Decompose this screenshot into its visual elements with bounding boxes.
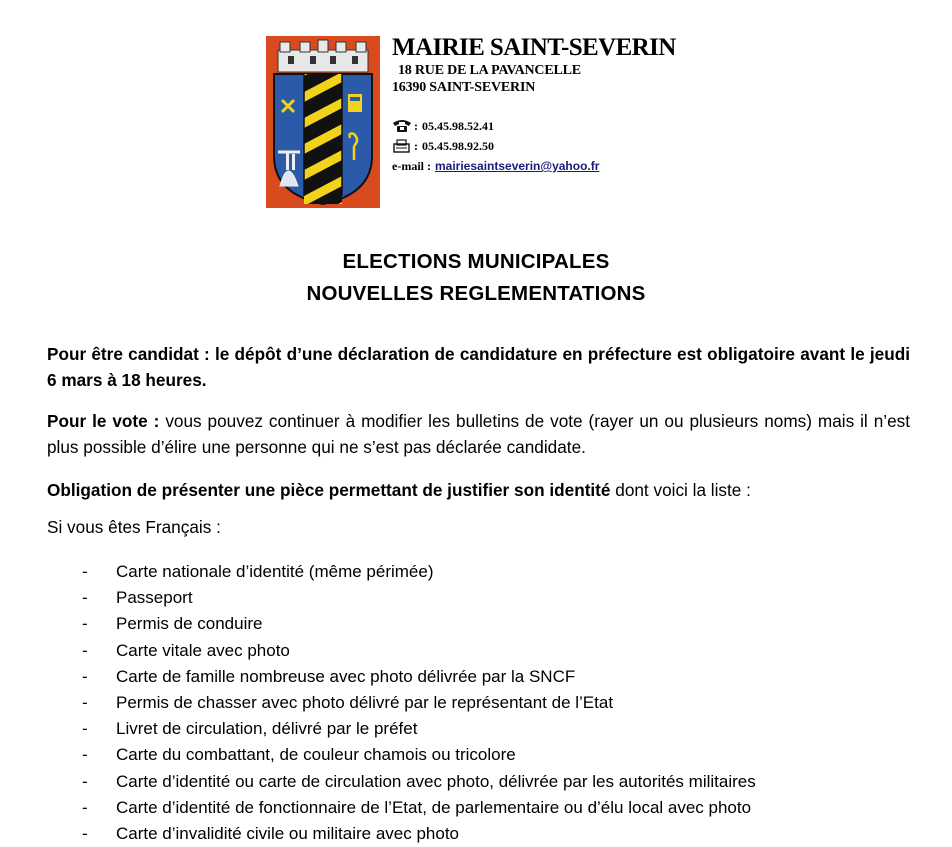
list-bullet-dash: - [82,666,88,686]
list-item-text: Permis de conduire [116,614,263,634]
phone-row [392,116,692,136]
list-item-text: Carte d’identité de fonctionnaire de l’Etat, de parlementaire ou d’élu local avec photo [116,797,752,817]
list-item [80,611,940,637]
list-item-text: Passeport [116,588,193,608]
list-item [80,795,940,821]
list-item-text: Carte d’invalidité civile ou militaire avec photo [116,824,459,844]
list-item [80,585,940,611]
list-item [80,821,940,847]
list-item-text: Carte d’identité ou carte de circulation avec photo, délivrée par les autorités militaires [116,771,756,791]
list-bullet-dash: - [82,797,88,817]
paragraph-francais: Si vous êtes Français : [47,517,221,537]
title-reglementations: NOUVELLES REGLEMENTATIONS [306,282,646,305]
phone-label: : [414,119,418,133]
list-bullet-dash: - [82,771,88,791]
fax-icon [392,139,412,153]
list-bullet-dash: - [82,719,88,739]
list-item [80,638,940,664]
fax-row [392,136,692,156]
list-item [80,690,940,716]
paragraph-vote [47,409,910,460]
address-street: 18 RUE DE LA PAVANCELLE [398,63,581,78]
candidat-text: le dépôt d’une déclaration de candidature en préfecture est obligatoire avant le jeudi 6 mars à 18 heures. [47,344,910,390]
list-item [80,559,940,585]
list-bullet-dash: - [82,640,88,660]
phone-number: 05.45.98.52.41 [422,119,494,133]
list-bullet-dash: - [82,693,88,713]
coat-of-arms-icon [266,36,380,208]
list-item-text: Carte du combattant, de couleur chamois ou tricolore [116,745,516,765]
list-item-text: Permis de chasser avec photo délivré par le représentant de l’Etat [116,693,614,713]
list-item [80,742,940,768]
list-bullet-dash: - [82,824,88,844]
title-elections: ELECTIONS MUNICIPALES [342,250,610,273]
address-city: 16390 SAINT-SEVERIN [392,80,536,95]
mairie-letterhead [392,34,692,176]
list-item-text: Livret de circulation, délivré par le préfet [116,719,418,739]
contact-block [392,116,692,176]
list-bullet-dash: - [82,745,88,765]
coat-of-arms-logo [266,36,380,208]
list-bullet-dash: - [82,588,88,608]
list-item-text: Carte vitale avec photo [116,640,290,660]
identity-text: dont voici la liste : [610,480,751,500]
paragraph-candidat [47,342,910,393]
mairie-name: MAIRIE SAINT-SEVERIN [392,34,676,61]
vote-lead: Pour le vote : [47,411,160,431]
list-item [80,664,940,690]
email-label: e-mail : [392,159,431,173]
list-bullet-dash: - [82,562,88,581]
list-item-text: Carte nationale d’identité (même périmée) [116,562,434,581]
list-item [80,716,940,742]
email-row [392,156,692,176]
candidat-lead: Pour être candidat : [47,344,210,364]
paragraph-identite [47,478,910,504]
fax-label: : [414,139,418,153]
identity-lead: Obligation de présenter une pièce permettant de justifier son identité [47,480,611,500]
telephone-icon [392,119,412,133]
list-bullet-dash: - [82,614,88,634]
email-link[interactable]: mairiesaintseverin@yahoo.fr [434,159,600,173]
list-item-text: Carte de famille nombreuse avec photo délivrée par la SNCF [116,666,576,686]
fax-number: 05.45.98.92.50 [422,139,494,153]
list-item [80,769,940,795]
vote-text: vous pouvez continuer à modifier les bulletins de vote (rayer un ou plusieurs noms) mais il n’est plus possible d’élire une personne qui ne s’est pas déclarée candidate. [47,411,910,457]
identity-documents-list [80,559,940,847]
